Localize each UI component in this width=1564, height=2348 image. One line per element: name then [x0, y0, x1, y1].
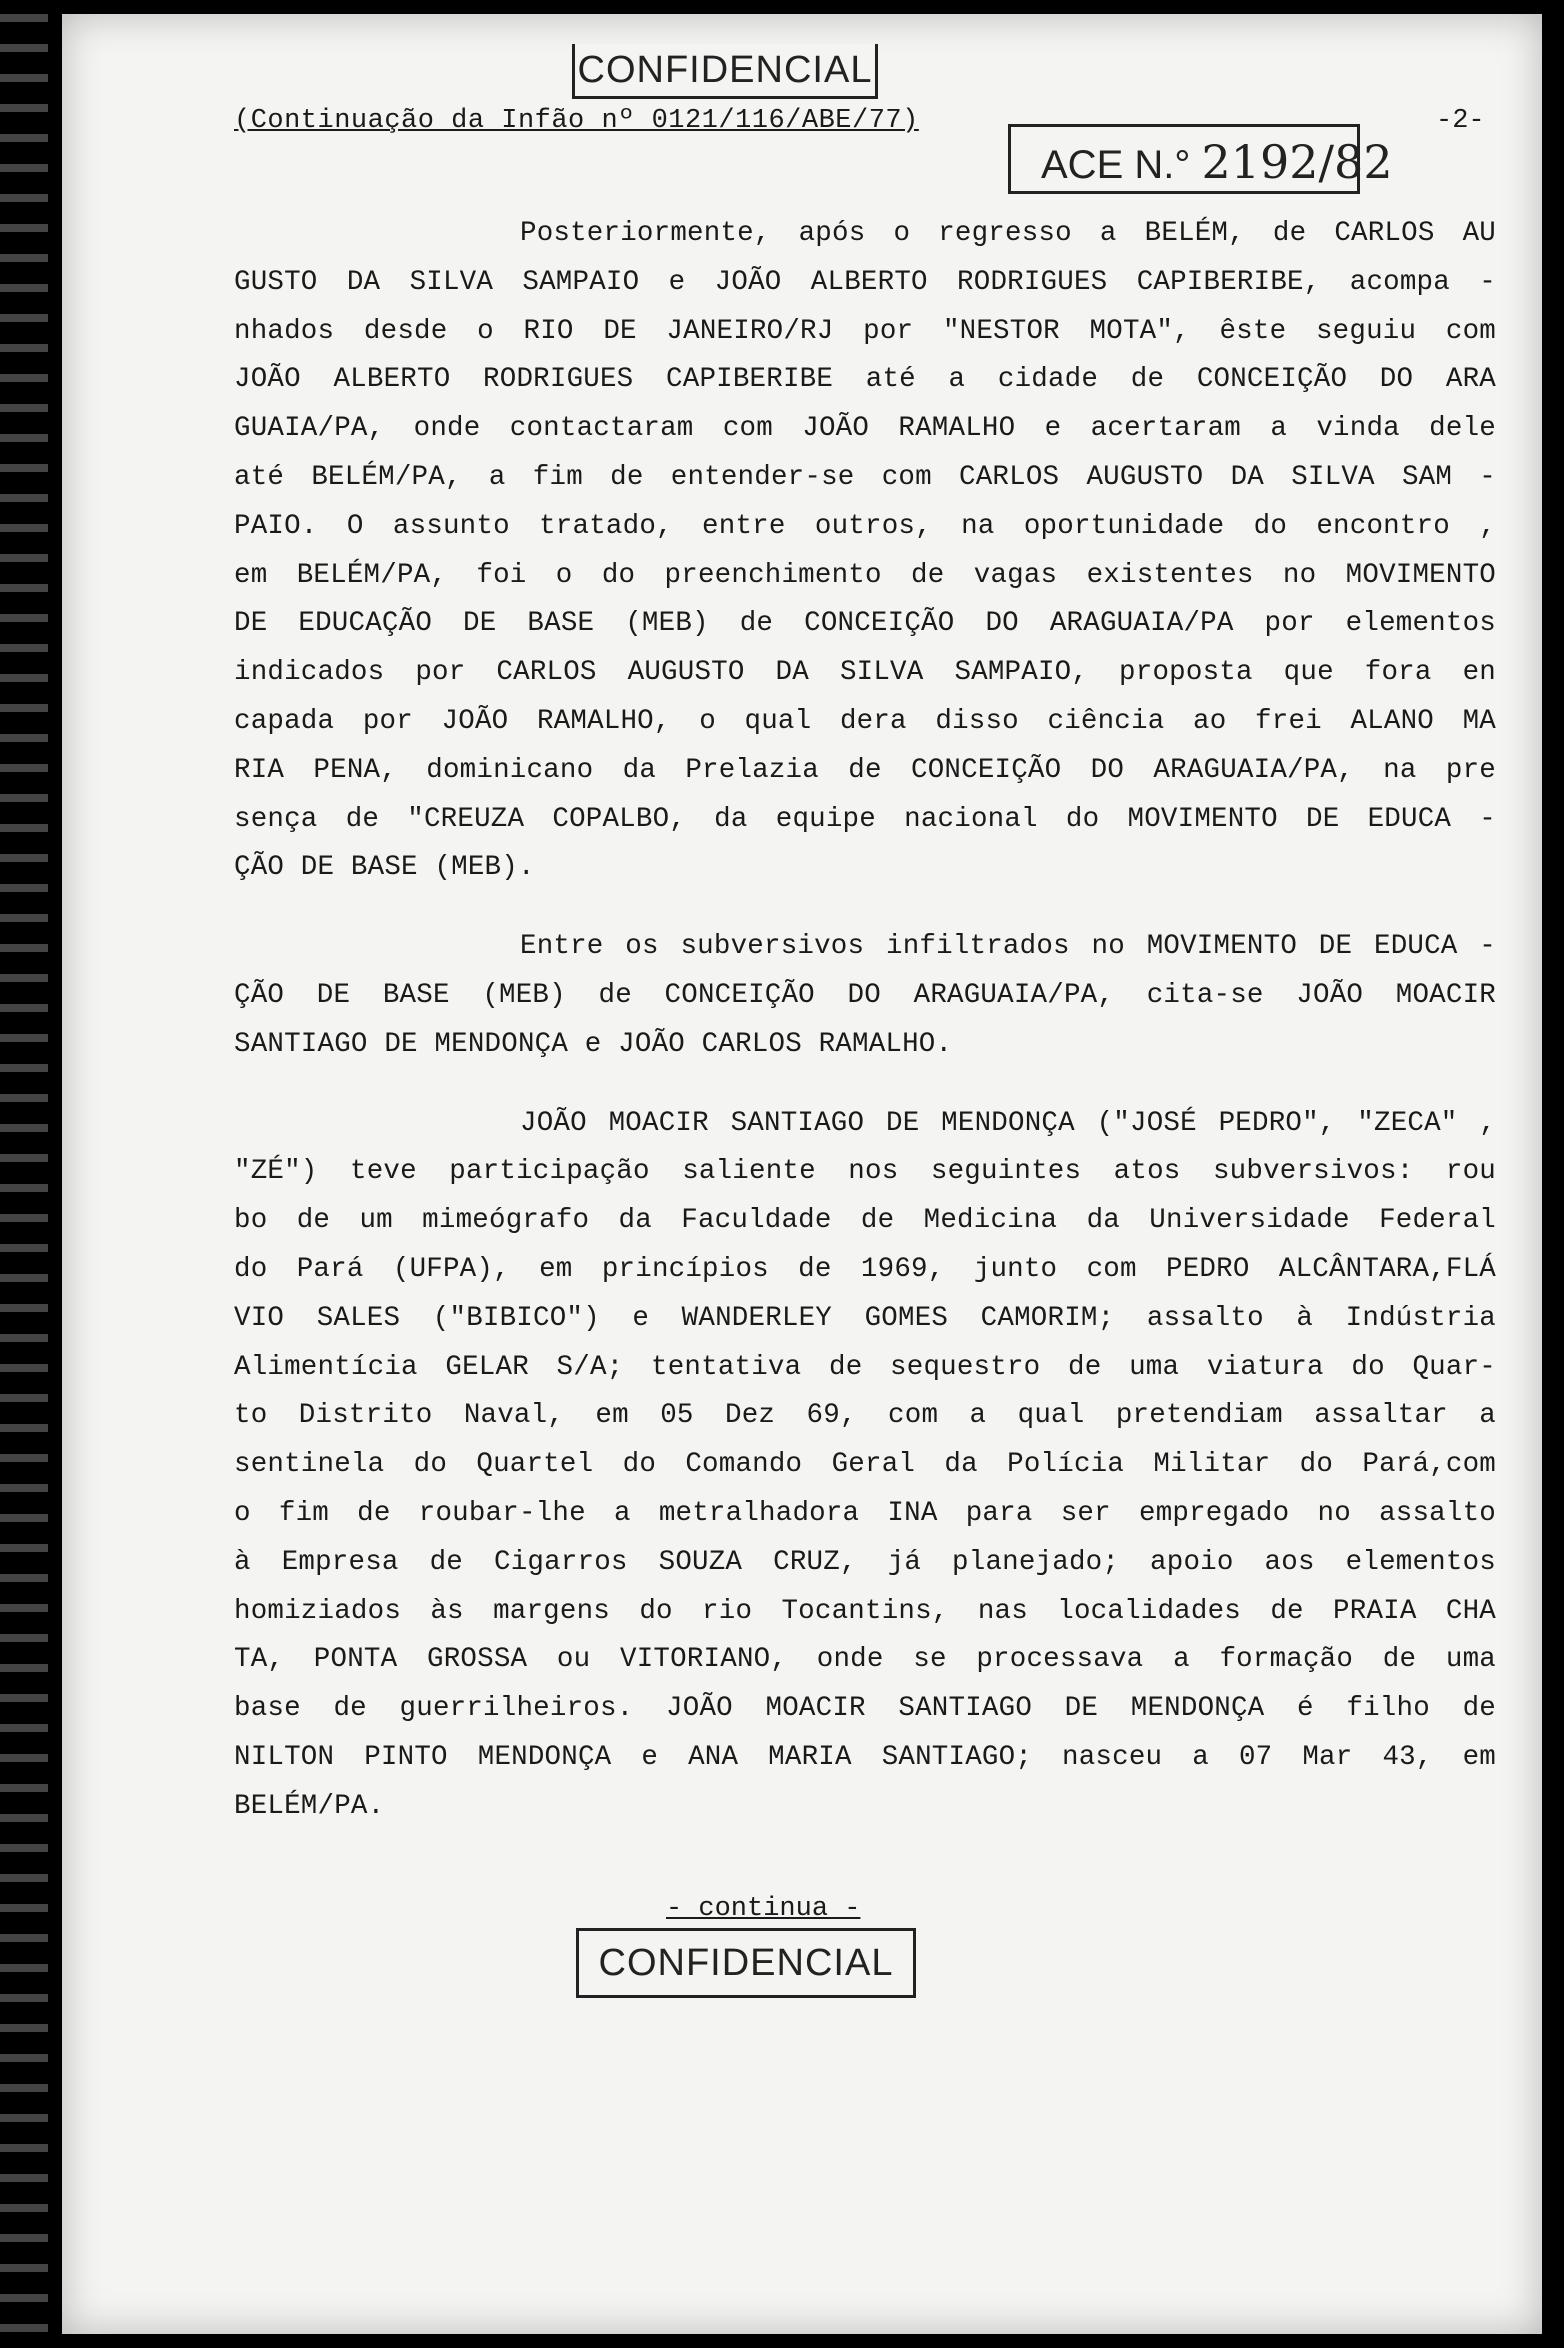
- text-line: JOÃO MOACIR SANTIAGO DE MENDONÇA ("JOSÉ PEDRO", "ZECA" ,: [520, 1107, 1496, 1139]
- text-line: GUSTO DA SILVA SAMPAIO e JOÃO ALBERTO RODRIGUES CAPIBERIBE, acompa -: [234, 266, 1496, 298]
- ace-label: ACE N.°: [1041, 143, 1191, 187]
- text-line: até BELÉM/PA, a fim de entender-se com CARLOS AUGUSTO DA SILVA SAM -: [234, 461, 1496, 493]
- text-line: base de guerrilheiros. JOÃO MOACIR SANTIAGO DE MENDONÇA é filho de: [234, 1693, 1496, 1725]
- text-line: GUAIA/PA, onde contactaram com JOÃO RAMALHO e acertaram a vinda dele: [234, 413, 1496, 445]
- text-line: à Empresa de Cigarros SOUZA CRUZ, já planejado; apoio aos elementos: [234, 1546, 1496, 1578]
- film-strip-edge: [0, 0, 48, 2348]
- text-line: JOÃO ALBERTO RODRIGUES CAPIBERIBE até a cidade de CONCEIÇÃO DO ARA: [234, 364, 1496, 396]
- text-line: DE EDUCAÇÃO DE BASE (MEB) de CONCEIÇÃO DO ARAGUAIA/PA por elementos: [234, 608, 1496, 640]
- text-line: o fim de roubar-lhe a metralhadora INA para ser empregado no assalto: [234, 1497, 1496, 1529]
- text-line: "ZÉ") teve participação saliente nos seguintes atos subversivos: rou: [234, 1156, 1496, 1188]
- document-page: [62, 14, 1542, 2334]
- text-line: do Pará (UFPA), em princípios de 1969, junto com PEDRO ALCÂNTARA,FLÁ: [234, 1253, 1496, 1285]
- page-number: -2-: [1436, 106, 1485, 136]
- text-line: sentinela do Quartel do Comando Geral da Polícia Militar do Pará,com: [234, 1449, 1496, 1481]
- confidential-stamp-top: CONFIDENCIAL: [572, 44, 878, 99]
- text-line: Alimentícia GELAR S/A; tentativa de sequestro de uma viatura do Quar-: [234, 1351, 1496, 1383]
- continuation-reference: (Continuação da Infão nº 0121/116/ABE/77): [234, 106, 919, 136]
- text-line: ÇÃO DE BASE (MEB).: [234, 852, 535, 884]
- text-line: indicados por CARLOS AUGUSTO DA SILVA SAMPAIO, proposta que fora en: [234, 657, 1496, 689]
- paragraph-3: [234, 1100, 1496, 1832]
- ace-number: 2192/82: [1201, 135, 1393, 189]
- text-line: nhados desde o RIO DE JANEIRO/RJ por "NESTOR MOTA", êste seguiu com: [234, 315, 1496, 347]
- text-line: em BELÉM/PA, foi o do preenchimento de vagas existentes no MOVIMENTO: [234, 559, 1496, 591]
- text-line: TA, PONTA GROSSA ou VITORIANO, onde se processava a formação de uma: [234, 1644, 1496, 1676]
- ace-number-stamp: [1008, 124, 1393, 194]
- continues-marker: - continua -: [666, 1894, 861, 1924]
- text-line: sença de "CREUZA COPALBO, da equipe nacional do MOVIMENTO DE EDUCA -: [234, 803, 1496, 835]
- paragraph-1: [234, 210, 1496, 893]
- text-line: ÇÃO DE BASE (MEB) de CONCEIÇÃO DO ARAGUAIA/PA, cita-se JOÃO MOACIR: [234, 979, 1496, 1011]
- text-line: BELÉM/PA.: [234, 1790, 385, 1822]
- text-line: NILTON PINTO MENDONÇA e ANA MARIA SANTIAGO; nasceu a 07 Mar 43, em: [234, 1741, 1496, 1773]
- text-line: homiziados às margens do rio Tocantins, nas localidades de PRAIA CHA: [234, 1595, 1496, 1627]
- text-line: SANTIAGO DE MENDONÇA e JOÃO CARLOS RAMALHO.: [234, 1028, 953, 1060]
- text-line: PAIO. O assunto tratado, entre outros, na oportunidade do encontro ,: [234, 510, 1496, 542]
- text-line: capada por JOÃO RAMALHO, o qual dera disso ciência ao frei ALANO MA: [234, 705, 1496, 737]
- text-line: Posteriormente, após o regresso a BELÉM, de CARLOS AU: [520, 218, 1496, 249]
- paragraph-2: [234, 923, 1496, 1069]
- text-line: VIO SALES ("BIBICO") e WANDERLEY GOMES CAMORIM; assalto à Indústria: [234, 1302, 1496, 1334]
- text-line: RIA PENA, dominicano da Prelazia de CONCEIÇÃO DO ARAGUAIA/PA, na pre: [234, 754, 1496, 786]
- text-line: Entre os subversivos infiltrados no MOVIMENTO DE EDUCA -: [520, 931, 1496, 963]
- document-body: [234, 210, 1496, 1832]
- text-line: bo de um mimeógrafo da Faculdade de Medicina da Universidade Federal: [234, 1205, 1496, 1237]
- text-line: to Distrito Naval, em 05 Dez 69, com a qual pretendiam assaltar a: [234, 1400, 1496, 1432]
- confidential-stamp-bottom: CONFIDENCIAL: [576, 1928, 916, 1998]
